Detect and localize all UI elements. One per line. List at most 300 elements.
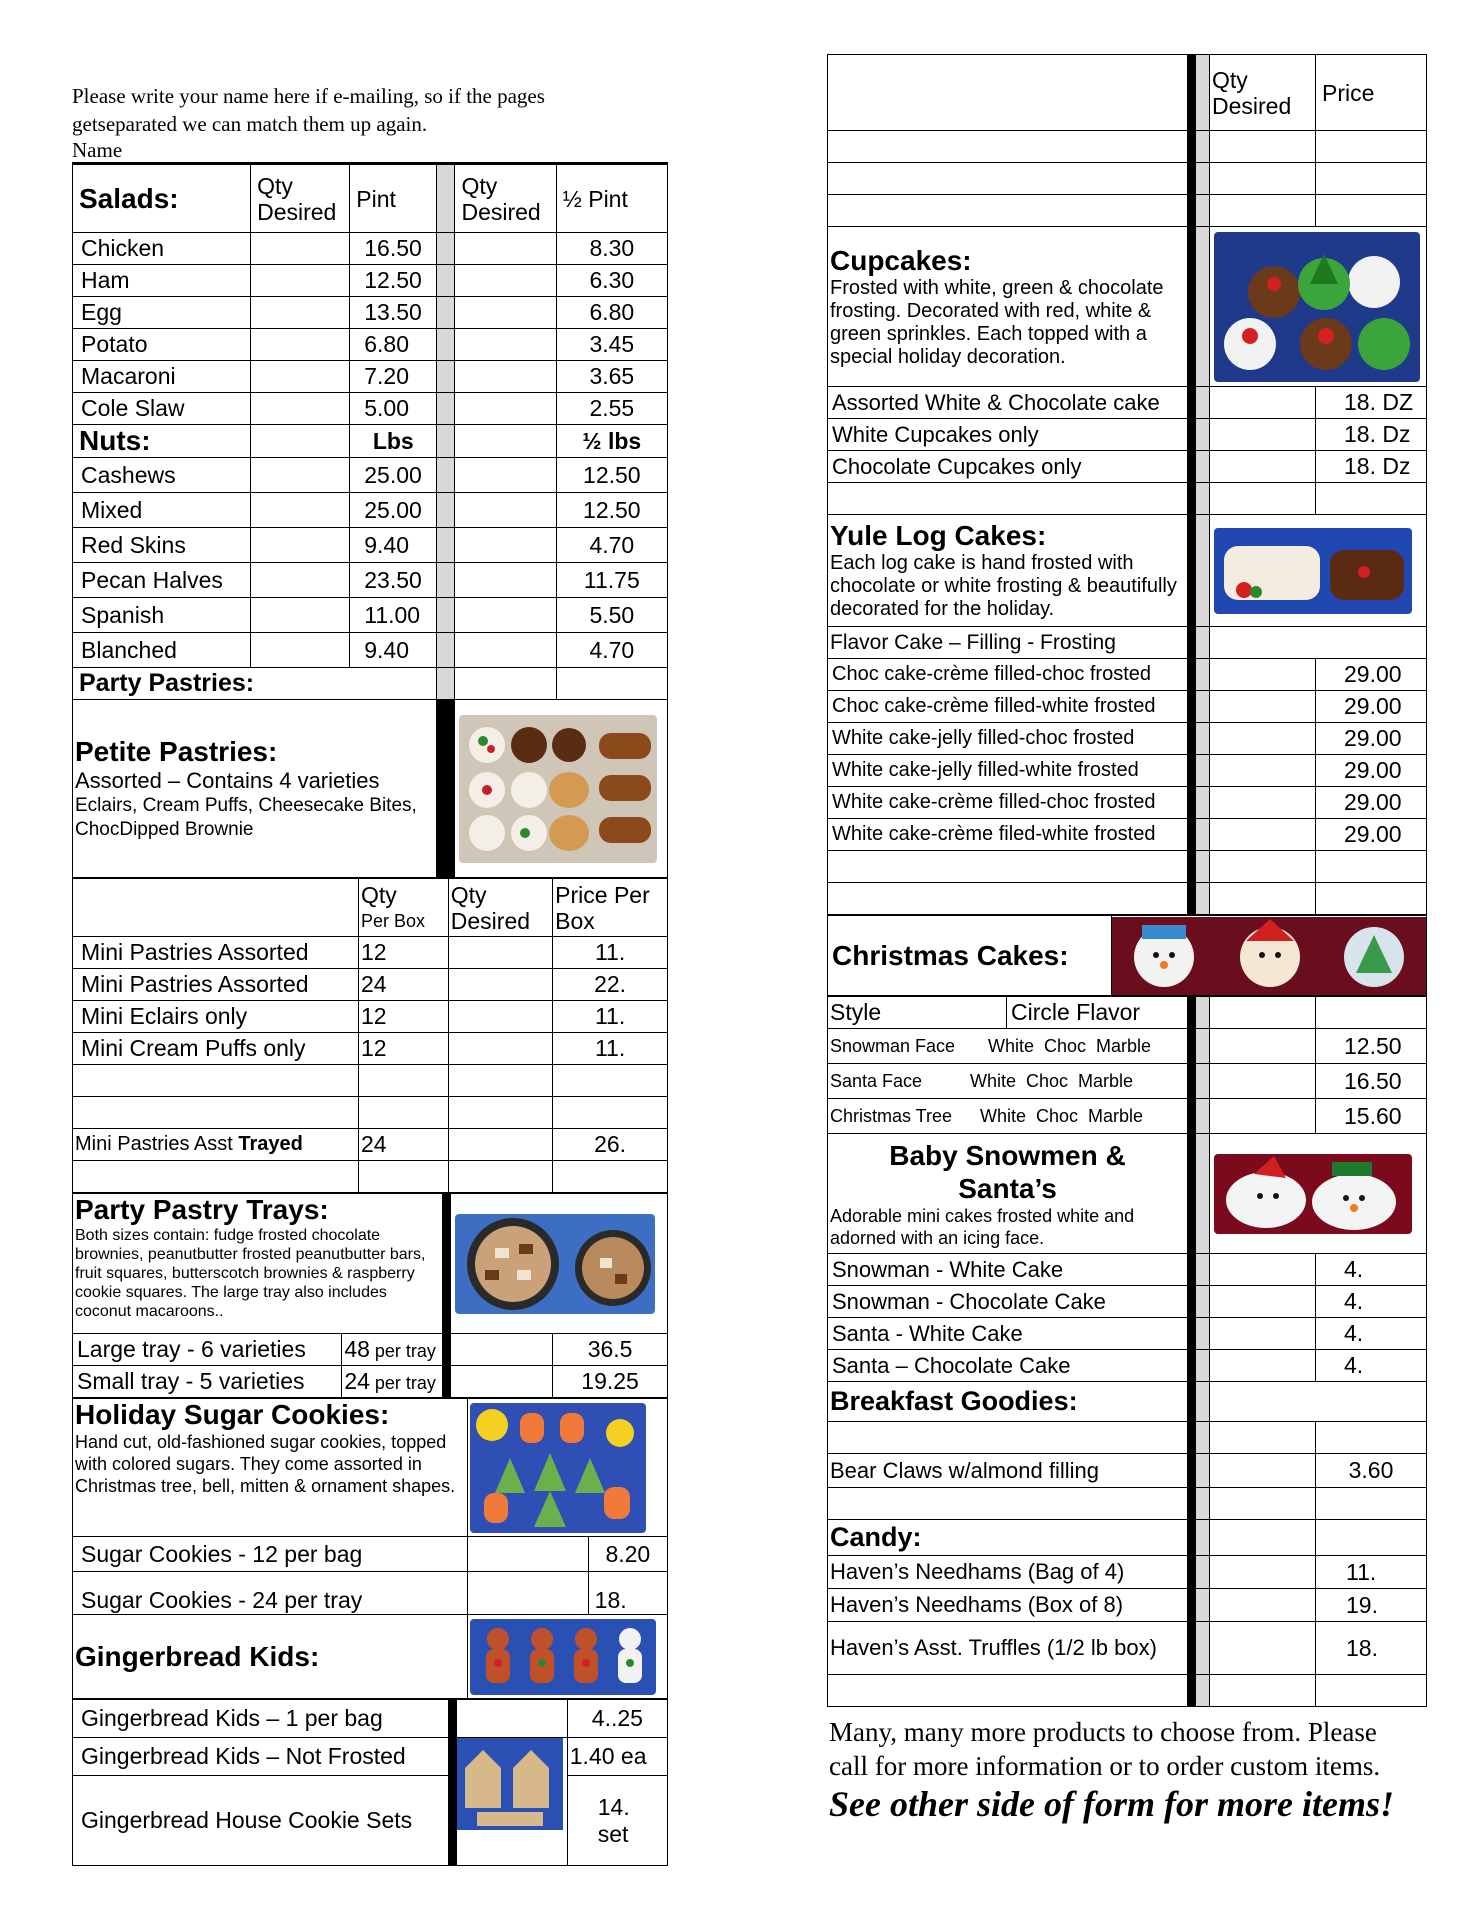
empty-cell <box>73 1161 359 1193</box>
style-header: Style <box>828 997 1007 1028</box>
baby-item-name: Santa - White Cake <box>828 1318 1188 1350</box>
qty-cell[interactable] <box>251 233 350 265</box>
empty-cell <box>1316 1422 1427 1454</box>
half-lbs-price: 11.75 <box>556 563 667 598</box>
empty-cell <box>359 1097 449 1129</box>
divider <box>1196 997 1210 1029</box>
price-per-box: 22. <box>553 969 668 1001</box>
qty-cell[interactable] <box>1210 387 1316 419</box>
divider <box>1196 1134 1210 1254</box>
qty-cell[interactable] <box>251 297 350 329</box>
divider <box>448 1776 456 1866</box>
qty-cell[interactable] <box>1210 483 1316 515</box>
divider <box>437 233 455 265</box>
qty-cell[interactable] <box>455 265 556 297</box>
pint-price: 16.50 <box>350 233 437 265</box>
qty-cell[interactable] <box>448 937 552 969</box>
cupcakes-item-name: Assorted White & Chocolate cake <box>828 387 1188 419</box>
sugar-cookies-photo <box>467 1399 667 1537</box>
table-row <box>73 233 668 265</box>
cookies-table <box>72 1398 668 1699</box>
divider <box>1196 419 1210 451</box>
christmas-cakes-heading: Christmas Cakes: <box>828 916 1112 996</box>
empty-cell <box>828 1675 1188 1707</box>
half-pint-price: 3.65 <box>556 361 667 393</box>
qty-cell[interactable] <box>1210 451 1316 483</box>
divider <box>437 265 455 297</box>
table-row <box>828 195 1427 227</box>
table-row <box>73 493 668 528</box>
qty-cell[interactable] <box>455 528 556 563</box>
qty-cell[interactable] <box>1210 1318 1316 1350</box>
qty-cell[interactable] <box>455 493 556 528</box>
table-row <box>73 393 668 425</box>
per-box-label: Per Box <box>361 910 426 931</box>
qty-cell[interactable] <box>1210 883 1316 915</box>
gingerbread-house-photo <box>457 1738 568 1866</box>
qty-cell[interactable] <box>1210 1029 1316 1064</box>
nut-item-name: Spanish <box>73 598 251 633</box>
qty-cell[interactable] <box>251 329 350 361</box>
christmas-style-cell <box>828 1099 1188 1134</box>
qty-cell[interactable] <box>455 297 556 329</box>
tray-item-name: Small tray - 5 varieties <box>73 1366 342 1398</box>
divider <box>437 425 455 458</box>
lbs-price: 23.50 <box>350 563 437 598</box>
closing-line-2: call for more information or to order custom items. <box>829 1751 1381 1781</box>
empty-cell <box>828 1422 1188 1454</box>
qty-cell[interactable] <box>1210 1099 1316 1134</box>
empty-cell <box>553 1065 668 1097</box>
qty-cell[interactable] <box>1210 1064 1316 1099</box>
trayed-bold: Trayed <box>238 1133 303 1155</box>
empty-cell <box>828 883 1188 915</box>
divider <box>437 165 455 233</box>
qty-cell[interactable] <box>1210 1488 1316 1520</box>
qty-desired-header: Qty Desired <box>1210 55 1316 131</box>
divider <box>437 563 455 598</box>
baby-price: 4. <box>1316 1254 1427 1286</box>
empty-cell <box>1316 1675 1427 1707</box>
divider <box>1196 1350 1210 1382</box>
qty-cell[interactable] <box>251 563 350 598</box>
tray-qty-number: 48 <box>344 1336 370 1362</box>
trayed-name: Mini Pastries Asst <box>75 1133 239 1155</box>
qty-cell[interactable] <box>1210 691 1316 723</box>
gingerbread-item-3: Gingerbread House Cookie Sets <box>73 1776 449 1866</box>
divider <box>1196 227 1210 387</box>
divider <box>1196 723 1210 755</box>
qty-cell[interactable] <box>251 425 350 458</box>
qty-cell[interactable] <box>450 1334 552 1366</box>
gingerbread-price-3: 14. set <box>567 1776 667 1866</box>
qty-per-box: 24 <box>359 969 449 1001</box>
qty-cell[interactable] <box>450 1366 552 1398</box>
table-row <box>73 1334 668 1366</box>
qty-cell[interactable] <box>467 1537 588 1572</box>
petite-line-1: Assorted – Contains 4 varieties <box>75 767 380 793</box>
table-row <box>828 1318 1427 1350</box>
tray-qty-unit: per tray <box>369 1373 436 1393</box>
divider <box>1188 483 1196 515</box>
sugar-cookies-description: Hand cut, old-fashioned sugar cookies, topped with colored sugars. They come assorted in Christmas tree, bell, mitten & ornament shapes. <box>75 1432 456 1496</box>
qty-cell[interactable] <box>251 393 350 425</box>
sugar-cookies-image <box>470 1403 646 1533</box>
qty-cell[interactable] <box>1210 1422 1316 1454</box>
tray-item-name: Large tray - 6 varieties <box>73 1334 342 1366</box>
divider <box>1188 1622 1196 1675</box>
qty-cell[interactable] <box>455 563 556 598</box>
empty-cell <box>828 195 1188 227</box>
divider <box>1196 1488 1210 1520</box>
empty-cell <box>73 1065 359 1097</box>
divider <box>1188 227 1196 387</box>
salads-nuts-table <box>72 164 668 878</box>
table-row <box>828 723 1427 755</box>
trayed-item-name <box>73 1129 359 1161</box>
divider <box>1188 1556 1196 1589</box>
price-header: Price <box>1316 55 1427 131</box>
cupcakes-description: Frosted with white, green & chocolate frosting. Decorated with red, white & green sprinkles. Each topped with a special holiday decoration. <box>830 276 1164 368</box>
pastry-item-name: Mini Pastries Assorted <box>73 969 359 1001</box>
qty-cell[interactable] <box>1210 1520 1316 1556</box>
divider <box>437 393 455 425</box>
qty-cell[interactable] <box>455 329 556 361</box>
tray-qty-unit: per tray <box>369 1341 436 1361</box>
divider <box>437 668 455 700</box>
tray-price: 36.5 <box>553 1334 668 1366</box>
christmas-style-cell <box>828 1064 1188 1099</box>
divider <box>1188 691 1196 723</box>
sugar-item-name: Sugar Cookies - 12 per bag <box>73 1537 468 1572</box>
table-row <box>828 1556 1427 1589</box>
table-row <box>828 163 1427 195</box>
yule-info <box>828 515 1188 627</box>
cupcakes-price: 18. Dz <box>1316 451 1427 483</box>
gingerbread-heading: Gingerbread Kids: <box>73 1615 468 1699</box>
table-row <box>73 265 668 297</box>
nut-item-name: Blanched <box>73 633 251 668</box>
qty-label: Qty <box>361 881 397 908</box>
cupcakes-image <box>1214 232 1420 382</box>
qty-per-box: 12 <box>359 1001 449 1033</box>
divider <box>1188 1589 1196 1622</box>
lbs-price: 11.00 <box>350 598 437 633</box>
divider <box>1196 1589 1210 1622</box>
divider <box>442 1334 450 1366</box>
cupcakes-item-name: White Cupcakes only <box>828 419 1188 451</box>
qty-cell[interactable] <box>455 458 556 493</box>
trays-description: Both sizes contain: fudge frosted chocolate brownies, peanutbutter frosted peanutbutter bars, fruit squares, butterscotch brownies & raspberry cookie squares. The large tray also includes coconut macaroons.. <box>75 1227 426 1320</box>
tray-qty <box>342 1366 442 1398</box>
gingerbread-kids-image <box>470 1619 656 1695</box>
nut-item-name: Cashews <box>73 458 251 493</box>
qty-cell[interactable] <box>1210 419 1316 451</box>
qty-cell[interactable] <box>457 1700 568 1738</box>
nut-item-name: Mixed <box>73 493 251 528</box>
sugar-price: 8.20 <box>588 1537 667 1572</box>
price-per-box: 11. <box>553 937 668 969</box>
qty-per-box-header <box>359 879 449 937</box>
divider <box>1188 723 1196 755</box>
table-row <box>828 451 1427 483</box>
breakfast-heading: Breakfast Goodies: <box>828 1382 1188 1422</box>
baby-item-name: Santa – Chocolate Cake <box>828 1350 1188 1382</box>
divider <box>1196 55 1210 131</box>
qty-cell[interactable] <box>1210 819 1316 851</box>
divider <box>1188 1099 1196 1134</box>
table-row <box>73 1572 668 1615</box>
price-per-box: 11. <box>553 1033 668 1065</box>
table-row <box>828 387 1427 419</box>
salad-item-name: Chicken <box>73 233 251 265</box>
yule-price: 29.00 <box>1316 691 1427 723</box>
divider <box>1196 1029 1210 1064</box>
qty-cell[interactable] <box>251 493 350 528</box>
qty-cell[interactable] <box>251 598 350 633</box>
table-row <box>828 755 1427 787</box>
qty-cell[interactable] <box>1210 1454 1316 1488</box>
price-per-box: 11. <box>553 1001 668 1033</box>
candy-item-name: Haven’s Asst. Truffles (1/2 lb box) <box>828 1622 1188 1675</box>
qty-cell[interactable] <box>448 1065 552 1097</box>
right-order-table <box>827 54 1427 915</box>
left-order-column <box>72 82 668 1866</box>
qty-cell[interactable] <box>1210 851 1316 883</box>
divider <box>1188 1029 1196 1064</box>
qty-cell[interactable] <box>1210 723 1316 755</box>
table-row <box>73 458 668 493</box>
divider <box>1188 1382 1196 1422</box>
divider <box>1188 1350 1196 1382</box>
empty-cell <box>455 668 556 700</box>
yule-item-name: Choc cake-crème filled-white frosted <box>828 691 1188 723</box>
qty-cell[interactable] <box>455 633 556 668</box>
table-row <box>73 969 668 1001</box>
right-order-column <box>827 54 1426 1825</box>
candy-heading: Candy: <box>828 1520 1188 1556</box>
qty-cell[interactable] <box>448 969 552 1001</box>
trayed-price: 26. <box>553 1129 668 1161</box>
divider <box>1188 387 1196 419</box>
divider <box>1196 1254 1210 1286</box>
qty-cell[interactable] <box>448 1033 552 1065</box>
table-row <box>828 131 1427 163</box>
qty-cell[interactable] <box>1210 195 1316 227</box>
petite-pastries-heading: Petite Pastries: <box>75 735 278 767</box>
divider <box>437 528 455 563</box>
half-pint-header: ½ Pint <box>556 165 667 233</box>
table-row <box>828 659 1427 691</box>
qty-cell[interactable] <box>251 633 350 668</box>
table-row <box>73 563 668 598</box>
qty-cell[interactable] <box>1210 755 1316 787</box>
table-row <box>828 691 1427 723</box>
qty-cell[interactable] <box>251 265 350 297</box>
qty-cell[interactable] <box>1210 131 1316 163</box>
qty-cell[interactable] <box>455 233 556 265</box>
gingerbread-item-2: Gingerbread Kids – Not Frosted <box>73 1738 449 1776</box>
gingerbread-price-2: 1.40 ea <box>567 1738 667 1776</box>
table-row <box>73 361 668 393</box>
divider <box>1196 195 1210 227</box>
table-row <box>828 787 1427 819</box>
divider <box>1188 131 1196 163</box>
qty-cell[interactable] <box>467 1572 588 1615</box>
intro-line-1: Please write your name here if e-mailing, so if the pages <box>72 84 545 108</box>
yule-heading: Yule Log Cakes: <box>830 520 1047 551</box>
christmas-cakes-image <box>1112 917 1427 995</box>
christmas-style: Santa Face <box>830 1070 923 1091</box>
lbs-price: 9.40 <box>350 633 437 668</box>
empty-cell <box>828 851 1188 883</box>
divider <box>442 1366 450 1398</box>
qty-cell[interactable] <box>1210 1675 1316 1707</box>
table-row <box>828 1064 1427 1099</box>
see-other-side-note: See other side of form for more items! <box>829 1784 1394 1824</box>
divider <box>1196 163 1210 195</box>
divider <box>1188 627 1196 659</box>
qty-cell[interactable] <box>251 528 350 563</box>
table-row <box>828 1589 1427 1622</box>
qty-cell[interactable] <box>1210 163 1316 195</box>
salad-item-name: Ham <box>73 265 251 297</box>
empty-cell <box>1210 1382 1427 1422</box>
divider <box>1196 131 1210 163</box>
divider <box>1188 997 1196 1029</box>
divider <box>1188 755 1196 787</box>
empty-cell <box>1316 1520 1427 1556</box>
divider <box>1196 1099 1210 1134</box>
divider <box>1188 163 1196 195</box>
table-row <box>828 419 1427 451</box>
table-row <box>73 1537 668 1572</box>
qty-cell[interactable] <box>1210 1556 1316 1589</box>
pastry-item-name: Mini Pastries Assorted <box>73 937 359 969</box>
half-lbs-header: ½ lbs <box>556 425 667 458</box>
divider <box>1196 787 1210 819</box>
christmas-style: Christmas Tree <box>830 1105 953 1126</box>
petite-pastries-info <box>73 700 437 878</box>
table-row <box>73 937 668 969</box>
baby-title-2: Santa’s <box>958 1172 1057 1204</box>
pastries-table <box>72 878 668 1193</box>
empty-cell <box>359 1161 449 1193</box>
trays-info <box>73 1194 443 1334</box>
divider <box>1188 1488 1196 1520</box>
qty-cell[interactable] <box>455 393 556 425</box>
qty-cell[interactable] <box>1210 1254 1316 1286</box>
divider <box>1188 451 1196 483</box>
salads-heading: Salads: <box>73 165 251 233</box>
pint-price: 5.00 <box>350 393 437 425</box>
baby-info <box>828 1134 1188 1254</box>
divider <box>1188 1134 1196 1254</box>
qty-cell[interactable] <box>1210 787 1316 819</box>
pastry-box-image <box>459 715 657 863</box>
qty-cell[interactable] <box>251 361 350 393</box>
price-per-box-header: Price Per Box <box>553 879 668 937</box>
qty-cell[interactable] <box>1210 1589 1316 1622</box>
sugar-cookies-heading: Holiday Sugar Cookies: <box>75 1399 390 1430</box>
yule-price: 29.00 <box>1316 755 1427 787</box>
party-pastries-heading: Party Pastries: <box>73 668 437 700</box>
circle-flavor-header: Circle Flavor <box>1011 999 1141 1025</box>
candy-price: 11. <box>1316 1556 1427 1589</box>
cupcakes-photo <box>1210 227 1427 387</box>
flavor-options: White Choc Marble <box>970 1070 1134 1091</box>
divider <box>1188 515 1196 627</box>
qty-cell[interactable] <box>251 458 350 493</box>
table-row <box>828 1350 1427 1382</box>
qty-cell[interactable] <box>455 598 556 633</box>
divider <box>1188 883 1196 915</box>
empty-cell <box>556 668 667 700</box>
divider <box>1196 691 1210 723</box>
christmas-price: 12.50 <box>1316 1029 1427 1064</box>
table-row <box>828 1622 1427 1675</box>
qty-cell[interactable] <box>1210 997 1316 1029</box>
pint-price: 6.80 <box>350 329 437 361</box>
baby-item-name: Snowman - White Cake <box>828 1254 1188 1286</box>
qty-cell[interactable] <box>1210 1350 1316 1382</box>
divider <box>448 1738 456 1776</box>
cupcakes-price: 18. DZ <box>1316 387 1427 419</box>
divider <box>1188 851 1196 883</box>
cupcakes-price: 18. Dz <box>1316 419 1427 451</box>
yule-price: 29.00 <box>1316 723 1427 755</box>
table-row <box>73 297 668 329</box>
half-lbs-price: 4.70 <box>556 633 667 668</box>
nut-item-name: Pecan Halves <box>73 563 251 598</box>
qty-cell[interactable] <box>448 1097 552 1129</box>
salad-item-name: Potato <box>73 329 251 361</box>
yule-photo <box>1210 515 1427 627</box>
empty-cell <box>73 1097 359 1129</box>
candy-price: 18. <box>1316 1622 1427 1675</box>
baby-title-1: Baby Snowmen & <box>889 1139 1126 1171</box>
qty-cell[interactable] <box>448 1161 552 1193</box>
yule-subhead: Flavor Cake – Filling - Frosting <box>828 627 1188 659</box>
empty-cell <box>828 131 1188 163</box>
baby-description: Adorable mini cakes frosted white and adorned with an icing face. <box>830 1205 1135 1248</box>
divider <box>437 458 455 493</box>
gingerbread-table <box>72 1699 668 1866</box>
qty-cell[interactable] <box>448 1001 552 1033</box>
nuts-heading: Nuts: <box>73 425 251 458</box>
qty-cell[interactable] <box>455 361 556 393</box>
qty-cell[interactable] <box>1210 659 1316 691</box>
qty-cell[interactable] <box>448 1129 552 1161</box>
divider <box>1188 1454 1196 1488</box>
qty-cell[interactable] <box>455 425 556 458</box>
trays-photo <box>450 1194 667 1334</box>
empty-cell <box>828 1488 1188 1520</box>
empty-cell <box>1316 483 1427 515</box>
half-pint-price: 8.30 <box>556 233 667 265</box>
table-row <box>73 633 668 668</box>
yule-description: Each log cake is hand frosted with chocolate or white frosting & beautifully decorated for the holiday. <box>830 552 1177 620</box>
empty-cell <box>553 1097 668 1129</box>
divider <box>1188 1286 1196 1318</box>
divider <box>442 1194 450 1334</box>
flavor-options: White Choc Marble <box>988 1035 1152 1056</box>
baby-item-name: Snowman - Chocolate Cake <box>828 1286 1188 1318</box>
lbs-price: 25.00 <box>350 458 437 493</box>
qty-cell[interactable] <box>1210 1286 1316 1318</box>
candy-item-name: Haven’s Needhams (Bag of 4) <box>828 1556 1188 1589</box>
qty-cell[interactable] <box>1210 1622 1316 1675</box>
